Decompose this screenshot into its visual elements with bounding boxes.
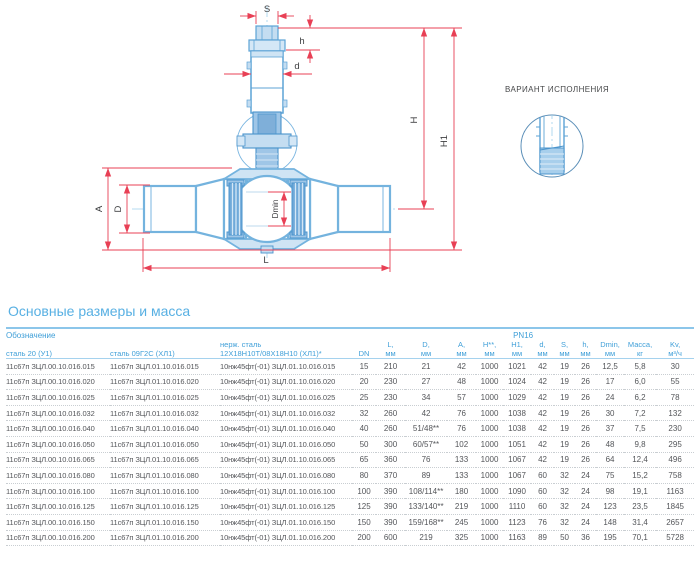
designation-cell: 11с67п ЗЦЛ.00.10.016.125 bbox=[6, 499, 110, 515]
value-cell: 19 bbox=[554, 390, 575, 406]
value-cell: 2657 bbox=[656, 514, 694, 530]
value-cell: 78 bbox=[656, 390, 694, 406]
value-cell: 17 bbox=[596, 374, 624, 390]
designation-cell: 10нж45фт(-01) ЗЦЛ.01.10.016.040 bbox=[220, 421, 352, 437]
dimension-column-header: D, мм bbox=[405, 340, 447, 359]
designation-cell: 11с67п ЗЦЛ.01.10.016.040 bbox=[110, 421, 220, 437]
value-cell: 125 bbox=[352, 499, 376, 515]
table-row bbox=[6, 436, 694, 452]
dim-label-d: d bbox=[294, 61, 300, 72]
value-cell: 390 bbox=[376, 483, 405, 499]
material-column-header: сталь 09Г2С (ХЛ1) bbox=[110, 340, 220, 359]
cone-right bbox=[310, 179, 338, 239]
value-cell: 42 bbox=[531, 390, 554, 406]
value-cell: 26 bbox=[575, 405, 596, 421]
dimension-column-header: d, мм bbox=[531, 340, 554, 359]
value-cell: 34 bbox=[405, 390, 447, 406]
value-cell: 1090 bbox=[503, 483, 531, 499]
value-cell: 89 bbox=[531, 530, 554, 546]
valve-stem-assembly bbox=[247, 26, 287, 113]
header-row-columns bbox=[6, 340, 694, 359]
value-cell: 19 bbox=[554, 405, 575, 421]
value-cell: 37 bbox=[596, 421, 624, 437]
value-cell: 15 bbox=[352, 359, 376, 375]
value-cell: 295 bbox=[656, 436, 694, 452]
value-cell: 64 bbox=[596, 452, 624, 468]
value-cell: 24 bbox=[575, 514, 596, 530]
threaded-end bbox=[540, 148, 564, 174]
value-cell: 60 bbox=[531, 499, 554, 515]
designation-cell: 11с67п ЗЦЛ.00.10.016.080 bbox=[6, 468, 110, 484]
value-cell: 70,1 bbox=[624, 530, 656, 546]
designation-cell: 11с67п ЗЦЛ.00.10.016.020 bbox=[6, 374, 110, 390]
value-cell: 132 bbox=[656, 405, 694, 421]
table-row bbox=[6, 374, 694, 390]
dim-label-dd: D bbox=[113, 205, 124, 213]
value-cell: 12,5 bbox=[596, 359, 624, 375]
value-cell: 26 bbox=[575, 390, 596, 406]
title-rule bbox=[6, 327, 694, 329]
designation-cell: 11с67п ЗЦЛ.00.10.016.040 bbox=[6, 421, 110, 437]
value-cell: 200 bbox=[352, 530, 376, 546]
page-title: Основные размеры и масса bbox=[8, 303, 191, 319]
value-cell: 1163 bbox=[656, 483, 694, 499]
dimensions-table bbox=[6, 331, 694, 546]
value-cell: 48 bbox=[596, 436, 624, 452]
header-row-groups bbox=[6, 331, 694, 340]
material-column-header: сталь 20 (У1) bbox=[6, 340, 110, 359]
value-cell: 80 bbox=[352, 468, 376, 484]
value-cell: 32 bbox=[554, 514, 575, 530]
value-cell: 60/57** bbox=[405, 436, 447, 452]
designation-cell: 11с67п ЗЦЛ.01.10.016.150 bbox=[110, 514, 220, 530]
value-cell: 76 bbox=[447, 421, 476, 437]
dim-label-h1: H1 bbox=[439, 134, 450, 148]
dimension-column-header: S, мм bbox=[554, 340, 575, 359]
value-cell: 21 bbox=[405, 359, 447, 375]
designation-group-header: Обозначение bbox=[6, 331, 56, 340]
value-cell: 60 bbox=[531, 468, 554, 484]
designation-cell: 10нж45фт(-01) ЗЦЛ.01.10.016.125 bbox=[220, 499, 352, 515]
value-cell: 26 bbox=[575, 452, 596, 468]
value-cell: 102 bbox=[447, 436, 476, 452]
designation-cell: 11с67п ЗЦЛ.01.10.016.015 bbox=[110, 359, 220, 375]
value-cell: 1000 bbox=[476, 530, 503, 546]
value-cell: 27 bbox=[405, 374, 447, 390]
dimension-column-header: Kv, м³/ч bbox=[656, 340, 694, 359]
designation-cell: 10нж45фт(-01) ЗЦЛ.01.10.016.032 bbox=[220, 405, 352, 421]
designation-cell: 11с67п ЗЦЛ.01.10.016.200 bbox=[110, 530, 220, 546]
value-cell: 5,8 bbox=[624, 359, 656, 375]
value-cell: 325 bbox=[447, 530, 476, 546]
dim-label-h: h bbox=[299, 36, 305, 47]
value-cell: 20 bbox=[352, 374, 376, 390]
table-row bbox=[6, 483, 694, 499]
value-cell: 1000 bbox=[476, 468, 503, 484]
value-cell: 15,2 bbox=[624, 468, 656, 484]
value-cell: 1000 bbox=[476, 390, 503, 406]
value-cell: 7,2 bbox=[624, 405, 656, 421]
value-cell: 30 bbox=[656, 359, 694, 375]
value-cell: 48 bbox=[447, 374, 476, 390]
value-cell: 100 bbox=[352, 483, 376, 499]
value-cell: 42 bbox=[531, 421, 554, 437]
variant-title: ВАРИАНТ ИСПОЛНЕНИЯ bbox=[505, 85, 609, 94]
value-cell: 98 bbox=[596, 483, 624, 499]
value-cell: 230 bbox=[376, 374, 405, 390]
value-cell: 390 bbox=[376, 499, 405, 515]
value-cell: 1000 bbox=[476, 499, 503, 515]
value-cell: 148 bbox=[596, 514, 624, 530]
stem-column bbox=[251, 51, 283, 113]
value-cell: 26 bbox=[575, 421, 596, 437]
table-row bbox=[6, 359, 694, 375]
value-cell: 30 bbox=[596, 405, 624, 421]
value-cell: 55 bbox=[656, 374, 694, 390]
value-cell: 6,0 bbox=[624, 374, 656, 390]
value-cell: 219 bbox=[447, 499, 476, 515]
designation-cell: 11с67п ЗЦЛ.01.10.016.025 bbox=[110, 390, 220, 406]
designation-cell: 11с67п ЗЦЛ.00.10.016.015 bbox=[6, 359, 110, 375]
table-row bbox=[6, 499, 694, 515]
value-cell: 26 bbox=[575, 359, 596, 375]
value-cell: 230 bbox=[376, 390, 405, 406]
value-cell: 1110 bbox=[503, 499, 531, 515]
value-cell: 19 bbox=[554, 421, 575, 437]
value-cell: 32 bbox=[554, 468, 575, 484]
value-cell: 360 bbox=[376, 452, 405, 468]
value-cell: 42 bbox=[531, 436, 554, 452]
value-cell: 25 bbox=[352, 390, 376, 406]
value-cell: 150 bbox=[352, 514, 376, 530]
designation-cell: 11с67п ЗЦЛ.01.10.016.050 bbox=[110, 436, 220, 452]
value-cell: 31,4 bbox=[624, 514, 656, 530]
value-cell: 24 bbox=[575, 483, 596, 499]
value-cell: 1163 bbox=[503, 530, 531, 546]
value-cell: 42 bbox=[531, 452, 554, 468]
designation-cell: 11с67п ЗЦЛ.01.10.016.020 bbox=[110, 374, 220, 390]
value-cell: 5728 bbox=[656, 530, 694, 546]
dimension-column-header: Dmin, мм bbox=[596, 340, 624, 359]
table-row bbox=[6, 452, 694, 468]
value-cell: 19,1 bbox=[624, 483, 656, 499]
value-cell: 260 bbox=[376, 405, 405, 421]
stem-square-head bbox=[256, 26, 278, 40]
dim-label-hh: H bbox=[409, 116, 420, 124]
value-cell: 1000 bbox=[476, 359, 503, 375]
value-cell: 42 bbox=[531, 359, 554, 375]
value-cell: 65 bbox=[352, 452, 376, 468]
value-cell: 1038 bbox=[503, 405, 531, 421]
value-cell: 19 bbox=[554, 374, 575, 390]
value-cell: 7,5 bbox=[624, 421, 656, 437]
value-cell: 42 bbox=[405, 405, 447, 421]
table-row bbox=[6, 530, 694, 546]
dim-label-s: S bbox=[263, 4, 271, 15]
value-cell: 1000 bbox=[476, 405, 503, 421]
value-cell: 60 bbox=[531, 483, 554, 499]
value-cell: 219 bbox=[405, 530, 447, 546]
designation-cell: 11с67п ЗЦЛ.00.10.016.050 bbox=[6, 436, 110, 452]
value-cell: 1021 bbox=[503, 359, 531, 375]
value-cell: 40 bbox=[352, 421, 376, 437]
value-cell: 19 bbox=[554, 359, 575, 375]
table-row bbox=[6, 468, 694, 484]
value-cell: 42 bbox=[447, 359, 476, 375]
value-cell: 9,8 bbox=[624, 436, 656, 452]
value-cell: 24 bbox=[575, 499, 596, 515]
value-cell: 1000 bbox=[476, 436, 503, 452]
designation-cell: 11с67п ЗЦЛ.00.10.016.025 bbox=[6, 390, 110, 406]
dimension-column-header: H1, мм bbox=[503, 340, 531, 359]
designation-cell: 10нж45фт(-01) ЗЦЛ.01.10.016.080 bbox=[220, 468, 352, 484]
value-cell: 230 bbox=[656, 421, 694, 437]
value-cell: 12,4 bbox=[624, 452, 656, 468]
value-cell: 19 bbox=[554, 452, 575, 468]
value-cell: 6,2 bbox=[624, 390, 656, 406]
value-cell: 496 bbox=[656, 452, 694, 468]
value-cell: 180 bbox=[447, 483, 476, 499]
value-cell: 32 bbox=[554, 499, 575, 515]
value-cell: 50 bbox=[352, 436, 376, 452]
pn16-group-header: PN16 bbox=[513, 331, 534, 340]
designation-cell: 11с67п ЗЦЛ.01.10.016.125 bbox=[110, 499, 220, 515]
value-cell: 57 bbox=[447, 390, 476, 406]
value-cell: 32 bbox=[554, 483, 575, 499]
pipe-end-left bbox=[144, 186, 196, 232]
dimension-column-header: L, мм bbox=[376, 340, 405, 359]
designation-cell: 10нж45фт(-01) ЗЦЛ.01.10.016.065 bbox=[220, 452, 352, 468]
dimension-column-header: A, мм bbox=[447, 340, 476, 359]
designation-cell: 10нж45фт(-01) ЗЦЛ.01.10.016.150 bbox=[220, 514, 352, 530]
value-cell: 76 bbox=[447, 405, 476, 421]
value-cell: 42 bbox=[531, 374, 554, 390]
value-cell: 1024 bbox=[503, 374, 531, 390]
value-cell: 159/168** bbox=[405, 514, 447, 530]
value-cell: 108/114** bbox=[405, 483, 447, 499]
value-cell: 1123 bbox=[503, 514, 531, 530]
designation-cell: 11с67п ЗЦЛ.00.10.016.032 bbox=[6, 405, 110, 421]
value-cell: 600 bbox=[376, 530, 405, 546]
value-cell: 76 bbox=[531, 514, 554, 530]
designation-cell: 11с67п ЗЦЛ.00.10.016.150 bbox=[6, 514, 110, 530]
value-cell: 24 bbox=[575, 468, 596, 484]
value-cell: 133 bbox=[447, 452, 476, 468]
value-cell: 370 bbox=[376, 468, 405, 484]
value-cell: 1067 bbox=[503, 468, 531, 484]
value-cell: 1000 bbox=[476, 514, 503, 530]
designation-cell: 11с67п ЗЦЛ.01.10.016.065 bbox=[110, 452, 220, 468]
value-cell: 260 bbox=[376, 421, 405, 437]
value-cell: 1029 bbox=[503, 390, 531, 406]
dimension-column-header: Масса, кг bbox=[624, 340, 656, 359]
value-cell: 300 bbox=[376, 436, 405, 452]
variant-detail bbox=[505, 85, 609, 182]
value-cell: 1000 bbox=[476, 483, 503, 499]
designation-cell: 10нж45фт(-01) ЗЦЛ.01.10.016.100 bbox=[220, 483, 352, 499]
designation-cell: 10нж45фт(-01) ЗЦЛ.01.10.016.015 bbox=[220, 359, 352, 375]
value-cell: 123 bbox=[596, 499, 624, 515]
value-cell: 32 bbox=[352, 405, 376, 421]
designation-cell: 10нж45фт(-01) ЗЦЛ.01.10.016.050 bbox=[220, 436, 352, 452]
designation-cell: 10нж45фт(-01) ЗЦЛ.01.10.016.200 bbox=[220, 530, 352, 546]
dimension-column-header: DN bbox=[352, 340, 376, 359]
value-cell: 1000 bbox=[476, 421, 503, 437]
table-row bbox=[6, 421, 694, 437]
value-cell: 50 bbox=[554, 530, 575, 546]
value-cell: 133/140** bbox=[405, 499, 447, 515]
value-cell: 195 bbox=[596, 530, 624, 546]
value-cell: 76 bbox=[405, 452, 447, 468]
designation-cell: 11с67п ЗЦЛ.00.10.016.100 bbox=[6, 483, 110, 499]
dim-label-a: A bbox=[94, 205, 105, 213]
designation-cell: 11с67п ЗЦЛ.01.10.016.080 bbox=[110, 468, 220, 484]
value-cell: 51/48** bbox=[405, 421, 447, 437]
designation-cell: 11с67п ЗЦЛ.01.10.016.100 bbox=[110, 483, 220, 499]
value-cell: 75 bbox=[596, 468, 624, 484]
value-cell: 245 bbox=[447, 514, 476, 530]
value-cell: 26 bbox=[575, 436, 596, 452]
value-cell: 390 bbox=[376, 514, 405, 530]
dim-label-dmin: Dmin bbox=[271, 199, 280, 219]
value-cell: 36 bbox=[575, 530, 596, 546]
table-body bbox=[6, 359, 694, 546]
value-cell: 89 bbox=[405, 468, 447, 484]
drain-plug bbox=[261, 246, 273, 253]
valve-body bbox=[144, 169, 390, 249]
dim-label-l: L bbox=[263, 255, 269, 266]
value-cell: 19 bbox=[554, 436, 575, 452]
dimension-column-header: h, мм bbox=[575, 340, 596, 359]
table-row bbox=[6, 514, 694, 530]
value-cell: 1067 bbox=[503, 452, 531, 468]
dimension-column-header: Н**, мм bbox=[476, 340, 503, 359]
value-cell: 133 bbox=[447, 468, 476, 484]
value-cell: 1845 bbox=[656, 499, 694, 515]
value-cell: 210 bbox=[376, 359, 405, 375]
designation-cell: 10нж45фт(-01) ЗЦЛ.01.10.016.020 bbox=[220, 374, 352, 390]
value-cell: 1000 bbox=[476, 452, 503, 468]
value-cell: 1000 bbox=[476, 374, 503, 390]
value-cell: 1051 bbox=[503, 436, 531, 452]
value-cell: 24 bbox=[596, 390, 624, 406]
cone-left bbox=[196, 179, 224, 239]
value-cell: 26 bbox=[575, 374, 596, 390]
table-row bbox=[6, 390, 694, 406]
designation-cell: 11с67п ЗЦЛ.00.10.016.200 bbox=[6, 530, 110, 546]
value-cell: 1038 bbox=[503, 421, 531, 437]
material-column-header: нерж. сталь 12Х18Н10Т/08Х18Н10 (ХЛ1)* bbox=[220, 340, 352, 359]
designation-cell: 11с67п ЗЦЛ.01.10.016.032 bbox=[110, 405, 220, 421]
pipe-end-right bbox=[338, 186, 390, 232]
table-row bbox=[6, 405, 694, 421]
value-cell: 758 bbox=[656, 468, 694, 484]
designation-cell: 10нж45фт(-01) ЗЦЛ.01.10.016.025 bbox=[220, 390, 352, 406]
designation-cell: 11с67п ЗЦЛ.00.10.016.065 bbox=[6, 452, 110, 468]
value-cell: 23,5 bbox=[624, 499, 656, 515]
value-cell: 42 bbox=[531, 405, 554, 421]
